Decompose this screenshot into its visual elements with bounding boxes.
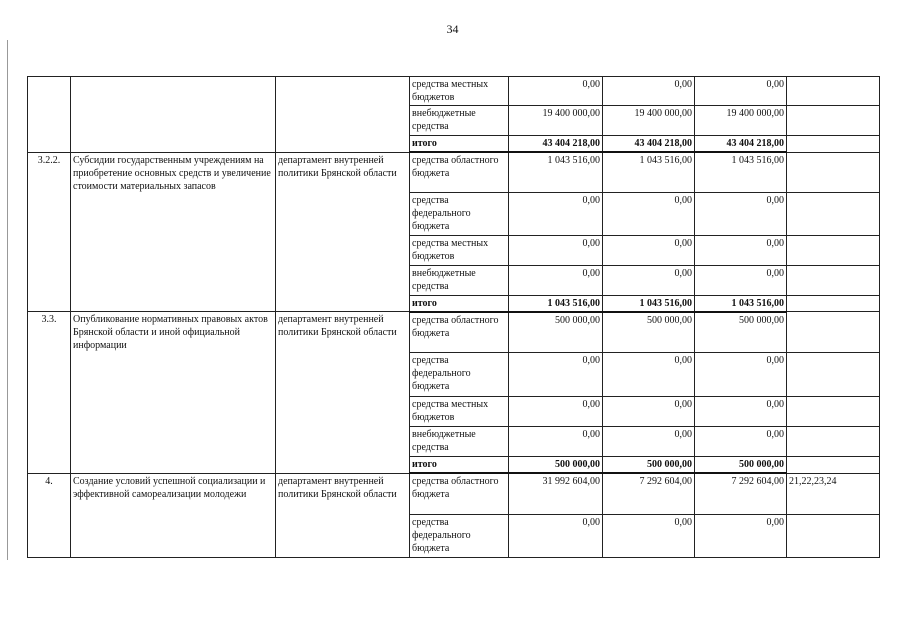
amount-total-cell: 1 043 516,00: [509, 152, 603, 192]
amount-year-1-cell: 1 043 516,00: [603, 295, 695, 312]
indicator-ref-cell: [787, 235, 880, 265]
amount-year-1-cell: 19 400 000,00: [603, 106, 695, 136]
indicator-ref-cell: [787, 265, 880, 295]
amount-total-cell: 0,00: [509, 353, 603, 397]
table-row: [28, 312, 880, 353]
amount-year-2-cell: 500 000,00: [695, 457, 787, 474]
amount-year-1-cell: 0,00: [603, 353, 695, 397]
item-executor-cell: департамент внутренней политики Брянской области: [276, 152, 410, 312]
amount-year-2-cell: 0,00: [695, 427, 787, 457]
item-name-cell: Субсидии государственным учреждениям на приобретение основных средств и увеличение стоимости материальных запасов: [71, 152, 276, 312]
table-row: [28, 473, 880, 514]
amount-year-2-cell: 1 043 516,00: [695, 152, 787, 192]
amount-year-2-cell: 7 292 604,00: [695, 473, 787, 514]
binding-margin-line: [7, 40, 8, 560]
item-executor-cell: департамент внутренней политики Брянской области: [276, 312, 410, 474]
indicator-ref-cell: [787, 136, 880, 153]
indicator-ref-cell: [787, 514, 880, 557]
table-row: [28, 152, 880, 192]
amount-year-1-cell: 43 404 218,00: [603, 136, 695, 153]
funding-source-cell: средства федерального бюджета: [410, 353, 509, 397]
funding-source-cell: внебюджетные средства: [410, 427, 509, 457]
amount-year-1-cell: 0,00: [603, 397, 695, 427]
table-row: [28, 77, 880, 106]
funding-source-cell: средства местных бюджетов: [410, 235, 509, 265]
page-number: 34: [446, 22, 459, 36]
item-executor-cell: департамент внутренней политики Брянской области: [276, 473, 410, 557]
amount-year-2-cell: 19 400 000,00: [695, 106, 787, 136]
amount-year-2-cell: 0,00: [695, 265, 787, 295]
amount-total-cell: 500 000,00: [509, 312, 603, 353]
amount-year-1-cell: 0,00: [603, 265, 695, 295]
amount-year-1-cell: 7 292 604,00: [603, 473, 695, 514]
amount-total-cell: 500 000,00: [509, 457, 603, 474]
amount-total-cell: 0,00: [509, 514, 603, 557]
indicator-ref-cell: [787, 295, 880, 312]
amount-year-2-cell: 0,00: [695, 397, 787, 427]
funding-source-cell: средства федерального бюджета: [410, 192, 509, 235]
indicator-ref-cell: [787, 427, 880, 457]
item-code-cell: 3.3.: [28, 312, 71, 474]
indicator-ref-cell: [787, 152, 880, 192]
item-name-cell: Опубликование нормативных правовых актов Брянской области и иной официальной информации: [71, 312, 276, 474]
amount-total-cell: 19 400 000,00: [509, 106, 603, 136]
amount-year-1-cell: 0,00: [603, 514, 695, 557]
amount-year-2-cell: 0,00: [695, 192, 787, 235]
amount-year-2-cell: 500 000,00: [695, 312, 787, 353]
funding-source-cell: итого: [410, 457, 509, 474]
item-code-cell: [28, 77, 71, 153]
funding-source-cell: средства федерального бюджета: [410, 514, 509, 557]
item-name-cell: [71, 77, 276, 153]
amount-total-cell: 0,00: [509, 235, 603, 265]
funding-source-cell: средства областного бюджета: [410, 473, 509, 514]
amount-year-1-cell: 0,00: [603, 235, 695, 265]
funding-source-cell: итого: [410, 295, 509, 312]
funding-source-cell: внебюджетные средства: [410, 265, 509, 295]
indicator-ref-cell: [787, 397, 880, 427]
amount-year-2-cell: 0,00: [695, 353, 787, 397]
amount-total-cell: 1 043 516,00: [509, 295, 603, 312]
amount-year-2-cell: 0,00: [695, 235, 787, 265]
amount-total-cell: 0,00: [509, 77, 603, 106]
amount-year-1-cell: 500 000,00: [603, 457, 695, 474]
amount-total-cell: 31 992 604,00: [509, 473, 603, 514]
indicator-ref-cell: [787, 457, 880, 474]
funding-source-cell: средства областного бюджета: [410, 152, 509, 192]
funding-source-cell: итого: [410, 136, 509, 153]
amount-total-cell: 0,00: [509, 427, 603, 457]
amount-total-cell: 0,00: [509, 397, 603, 427]
item-executor-cell: [276, 77, 410, 153]
amount-total-cell: 0,00: [509, 192, 603, 235]
amount-year-2-cell: 1 043 516,00: [695, 295, 787, 312]
amount-year-1-cell: 0,00: [603, 427, 695, 457]
amount-year-1-cell: 500 000,00: [603, 312, 695, 353]
funding-source-cell: средства местных бюджетов: [410, 77, 509, 106]
amount-year-2-cell: 0,00: [695, 77, 787, 106]
amount-year-1-cell: 1 043 516,00: [603, 152, 695, 192]
item-name-cell: Создание условий успешной социализации и эффективной самореализации молодежи: [71, 473, 276, 557]
indicator-ref-cell: [787, 77, 880, 106]
funding-source-cell: средства областного бюджета: [410, 312, 509, 353]
indicator-ref-cell: [787, 353, 880, 397]
amount-total-cell: 0,00: [509, 265, 603, 295]
amount-year-2-cell: 0,00: [695, 514, 787, 557]
amount-year-2-cell: 43 404 218,00: [695, 136, 787, 153]
indicator-ref-cell: [787, 192, 880, 235]
amount-year-1-cell: 0,00: [603, 77, 695, 106]
indicator-ref-cell: [787, 312, 880, 353]
item-code-cell: 3.2.2.: [28, 152, 71, 312]
indicator-ref-cell: 21,22,23,24: [787, 473, 880, 514]
funding-source-cell: внебюджетные средства: [410, 106, 509, 136]
indicator-ref-cell: [787, 106, 880, 136]
budget-table: [27, 76, 880, 558]
amount-total-cell: 43 404 218,00: [509, 136, 603, 153]
item-code-cell: 4.: [28, 473, 71, 557]
budget-table-body: [28, 77, 880, 558]
funding-source-cell: средства местных бюджетов: [410, 397, 509, 427]
amount-year-1-cell: 0,00: [603, 192, 695, 235]
